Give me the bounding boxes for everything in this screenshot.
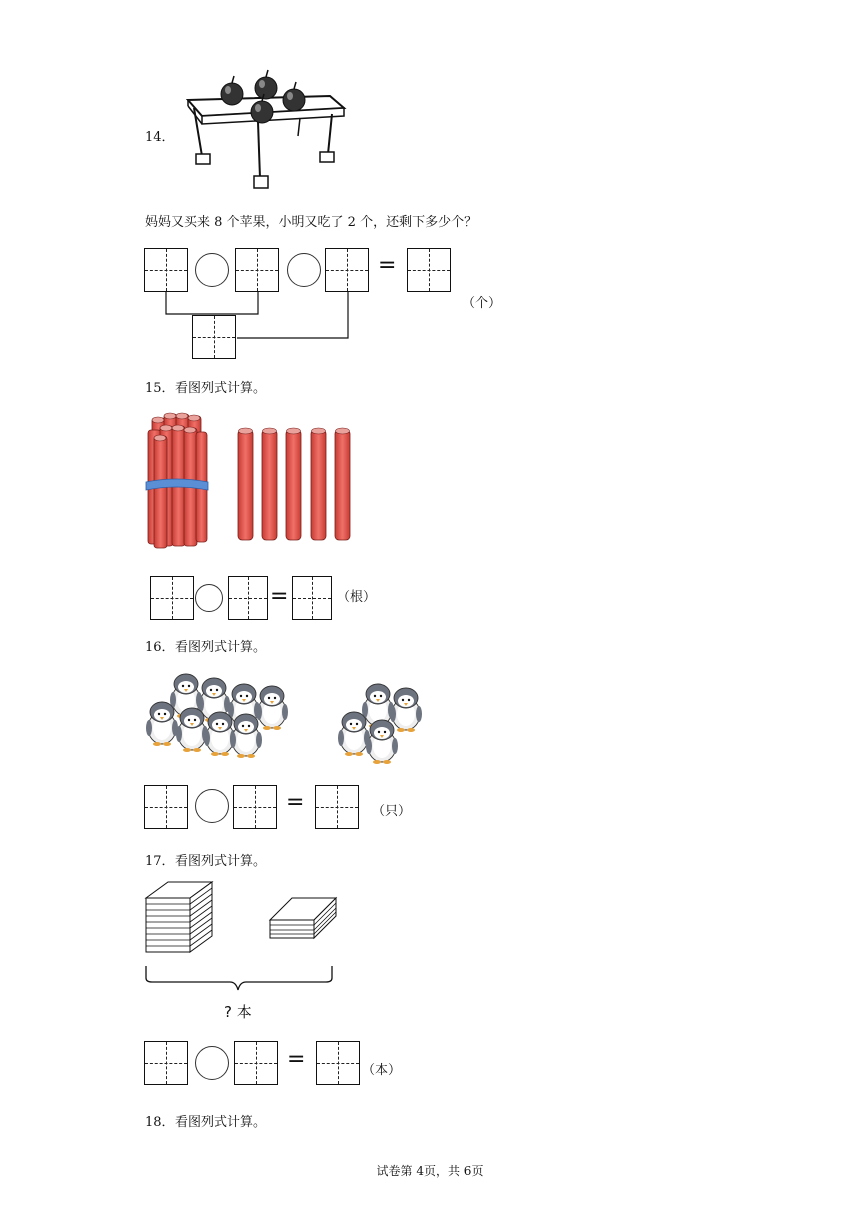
- q17-prompt: 看图列式计算。: [175, 854, 267, 869]
- total-brace: [142, 964, 338, 994]
- q14-number: 14．: [145, 130, 175, 145]
- q15-prompt: 看图列式计算。: [175, 381, 267, 396]
- q14-prompt: 妈妈又买来 8 个苹果，小明又吃了 2 个，还剩下多少个？: [145, 215, 478, 230]
- q14-operator-circle-2[interactable]: [287, 253, 321, 287]
- q15-equals-sign: =: [270, 584, 289, 609]
- penguins-illustration: [142, 666, 432, 766]
- q15-answer-box-3[interactable]: [292, 576, 332, 620]
- q14-connector-lines: [140, 290, 360, 350]
- q14-answer-box-4[interactable]: [407, 248, 451, 292]
- q14-answer-box-1[interactable]: [144, 248, 188, 292]
- q16-number: 16．: [145, 640, 175, 655]
- q17-answer-box-2[interactable]: [234, 1041, 278, 1085]
- q16-answer-box-3[interactable]: [315, 785, 359, 829]
- q15-answer-box-2[interactable]: [228, 576, 268, 620]
- q14-answer-box-5[interactable]: [192, 315, 236, 359]
- q17-operator-circle[interactable]: [195, 1046, 229, 1080]
- q16-answer-box-1[interactable]: [144, 785, 188, 829]
- q14-equals-sign: =: [378, 253, 397, 278]
- q17-number: 17．: [145, 854, 175, 869]
- table-with-apples-illustration: [180, 66, 350, 200]
- q14-operator-circle-1[interactable]: [195, 253, 229, 287]
- q17-unit: （本）: [362, 1063, 402, 1078]
- q14-answer-box-2[interactable]: [235, 248, 279, 292]
- q17-equals-sign: =: [287, 1047, 306, 1072]
- q15-unit: （根）: [337, 590, 377, 605]
- q14-answer-box-3[interactable]: [325, 248, 369, 292]
- q18-number: 18．: [145, 1115, 175, 1130]
- q16-unit: （只）: [372, 804, 412, 819]
- q16-equals-sign: =: [286, 790, 305, 815]
- q16-operator-circle[interactable]: [195, 789, 229, 823]
- page-footer: 试卷第 4页，共 6页: [376, 1164, 484, 1178]
- brace-label: ? 本: [224, 1003, 252, 1021]
- q16-prompt: 看图列式计算。: [175, 640, 267, 655]
- q15-operator-circle[interactable]: [195, 584, 223, 612]
- q18-prompt: 看图列式计算。: [175, 1115, 267, 1130]
- q15-answer-box-1[interactable]: [150, 576, 194, 620]
- book-stacks-illustration: [142, 880, 342, 960]
- q17-answer-box-3[interactable]: [316, 1041, 360, 1085]
- sticks-bundle-illustration: [144, 410, 364, 552]
- q15-number: 15．: [145, 381, 175, 396]
- q16-answer-box-2[interactable]: [233, 785, 277, 829]
- q17-answer-box-1[interactable]: [144, 1041, 188, 1085]
- q14-unit: （个）: [462, 296, 502, 311]
